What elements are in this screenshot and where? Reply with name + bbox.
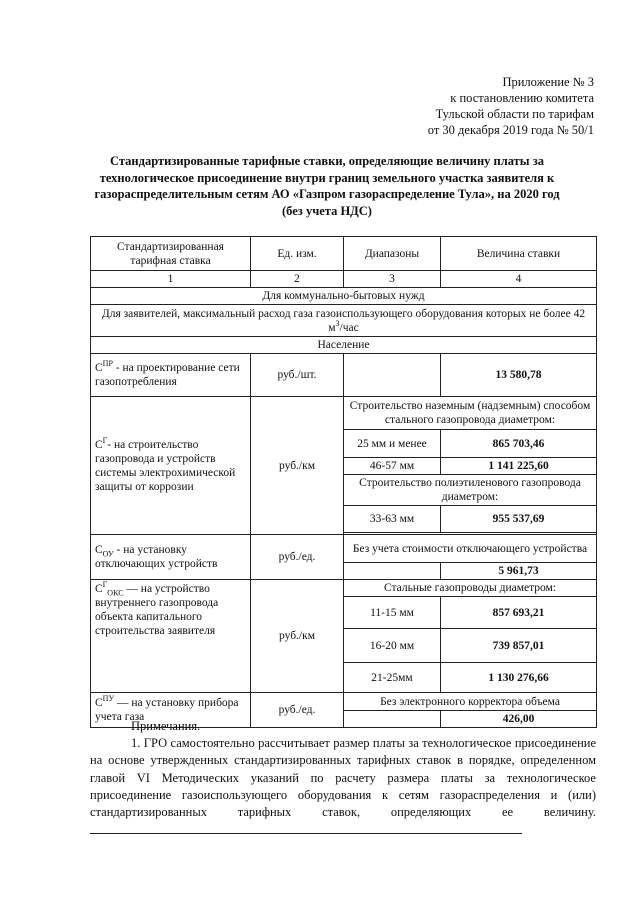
notes-section <box>90 718 596 839</box>
rate-value: 865 703,46 <box>441 430 597 458</box>
col-number: 2 <box>251 271 344 288</box>
header-cell: Диапазоны <box>344 237 441 271</box>
header-cell: Ед. изм. <box>251 237 344 271</box>
unit-cell: руб./км <box>251 580 344 693</box>
range-cell: 46-57 мм <box>344 458 441 475</box>
rate-value: 739 857,01 <box>441 629 597 663</box>
rate-value: 857 693,21 <box>441 597 597 629</box>
rate-value: 426,00 <box>441 711 597 728</box>
range-cell <box>344 354 441 397</box>
unit-cell: руб./ед. <box>251 535 344 580</box>
col-number: 3 <box>344 271 441 288</box>
subsection-row: Для заявителей, максимальный расход газа газоиспользующего оборудования которых не более 42 $м^3$/час <box>91 305 597 337</box>
rate-cgoks-label: $С^Г_{ОКС}$ — на устройство внутреннего газопровода объекта капитального строительства заявителя <box>91 580 251 693</box>
rate-cpu-label: $С^{ПУ}$ — на установку прибора учета газа <box>91 693 251 728</box>
appendix-line: Приложение № 3 <box>502 75 594 89</box>
rate-cpr-label: $С^{ПР}$ - на проектирование сети газопотребления <box>91 354 251 397</box>
range-subheading: Стальные газопроводы диаметром: <box>344 580 597 597</box>
rate-coy-label: $С_{ОУ}$ - на установку отключающих устройств <box>91 535 251 580</box>
rate-value: 13 580,78 <box>441 354 597 397</box>
col-number: 1 <box>91 271 251 288</box>
appendix-line: Тульской области по тарифам <box>435 107 594 121</box>
rate-cg-label: $С^Г-$ на строительство газопровода и устройств системы электрохимической защиты от коррозии <box>91 397 251 535</box>
header-cell: Величина ставки <box>441 237 597 271</box>
rate-value: 1 141 225,60 <box>441 458 597 475</box>
notes-heading: Примечания. <box>131 719 201 733</box>
section-row: Для коммунально-бытовых нужд <box>91 288 597 305</box>
appendix-header <box>428 74 594 138</box>
range-subheading: Строительство наземным (надземным) способом стального газопровода диаметром: <box>344 397 597 430</box>
document-title: Стандартизированные тарифные ставки, определяющие величину платы за технологическое присоединение внутри границ земельного участка заявителя к газораспределительным сетям АО «Газпром газораспределение Тула», на 2020 год (без учета НДС) <box>94 154 560 218</box>
range-subheading: Без электронного корректора объема <box>344 693 597 711</box>
range-cell: 21-25мм <box>344 663 441 693</box>
range-cell: 25 мм и менее <box>344 430 441 458</box>
header-cell: Стандартизированная тарифная ставка <box>91 237 251 271</box>
range-cell: 11-15 мм <box>344 597 441 629</box>
appendix-line: от 30 декабря 2019 года № 50/1 <box>427 123 594 137</box>
unit-cell: руб./км <box>251 397 344 535</box>
rate-value: 955 537,69 <box>441 506 597 533</box>
note-paragraph: 1. ГРО самостоятельно рассчитывает размер платы за технологическое присоединение на основе утвержденных стандартизированных тарифных ставок в порядке, определенном главой VI Методических указаний по расчету размера платы за технологическое присоединение газоиспользующего оборудования к сетям газораспределения и (или) стандартизированных тарифных ставок, определяющих ее величину. <box>90 735 596 839</box>
col-number: 4 <box>441 271 597 288</box>
range-subheading: Без учета стоимости отключающего устройства <box>344 535 597 563</box>
group-row: Население <box>91 337 597 354</box>
range-cell: 33-63 мм <box>344 506 441 533</box>
range-subheading: Строительство полиэтиленового газопровода диаметром: <box>344 475 597 506</box>
range-cell <box>344 563 441 580</box>
unit-cell: руб./ед. <box>251 693 344 728</box>
tariff-table <box>90 236 597 728</box>
unit-cell: руб./шт. <box>251 354 344 397</box>
rate-value: 5 961,73 <box>441 563 597 580</box>
blank-underline <box>90 821 522 834</box>
appendix-line: к постановлению комитета <box>450 91 594 105</box>
rate-value: 1 130 276,66 <box>441 663 597 693</box>
range-cell: 16-20 мм <box>344 629 441 663</box>
